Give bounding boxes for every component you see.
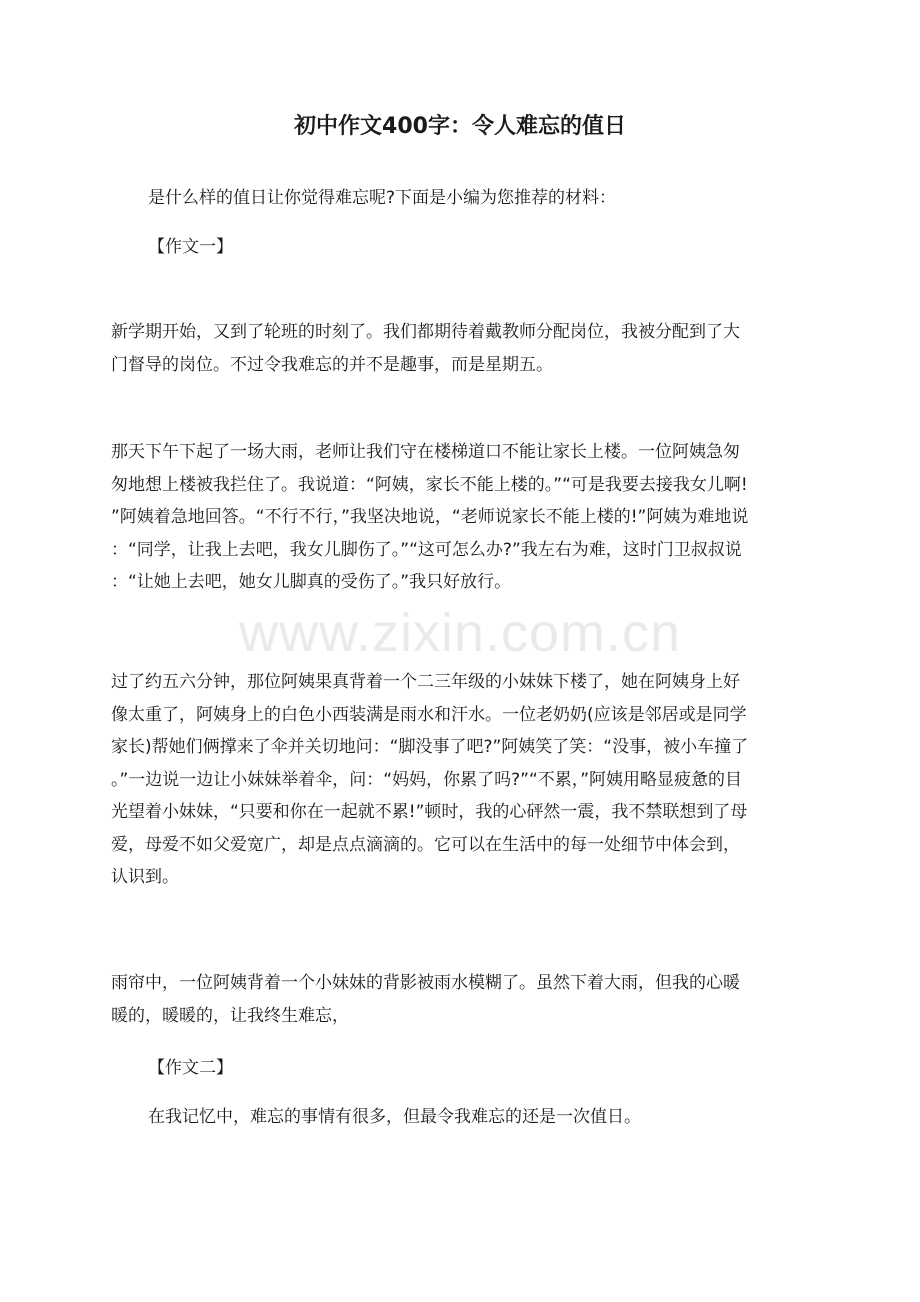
- watermark: www.zixin.com.cn: [238, 603, 682, 663]
- paragraph-1: 新学期开始，又到了轮班的时刻了。我们都期待着戴教师分配岗位，我被分配到了大 门督导的岗位。不过令我难忘的并不是趣事，而是星期五。: [111, 322, 740, 375]
- document-title: 初中作文400字：令人难忘的值日: [294, 114, 626, 139]
- paragraph-3: 过了约五六分钟，那位阿姨果真背着一个二三年级的小妹妹下楼了，她在阿姨身上好 像太重了，阿姨身上的白色小西装满是雨水和汗水。一位老奶奶(应该是邻居或是同学 家长)帮她们俩撑来了伞并关切地问：“脚没事了吧?”阿姨笑了笑：“没事，被小车撞了 。”一边说一边让小妹妹举着伞，问：“妈妈，你累了吗?”“不累，”阿姨用略显疲惫的目 光望着小妹妹，“只要和你在一起就不累!”顿时，我的心砰然一震，我不禁联想到了母 爱，母爱不如父爱宽广，却是点点滴滴的。它可以在生活中的每一处细节中体会到， 认识到。: [111, 672, 749, 887]
- paragraph-4: 雨帘中，一位阿姨背着一个小妹妹的背影被雨水模糊了。虽然下着大雨，但我的心暖 暖的，暖暖的，让我终生难忘，: [111, 973, 740, 1026]
- essay-two-heading: 【作文二】: [148, 1058, 233, 1078]
- intro-paragraph: 是什么样的值日让你觉得难忘呢?下面是小编为您推荐的材料：: [148, 188, 617, 208]
- paragraph-2: 那天下午下起了一场大雨，老师让我们守在楼梯道口不能让家长上楼。一位阿姨急匆 匆地想上楼被我拦住了。我说道：“阿姨，家长不能上楼的。”“可是我要去接我女儿啊! ”阿姨着急地回答。“不行不行，”我坚决地说，“老师说家长不能上楼的!”阿姨为难地说 ：“同学，让我上去吧，我女儿脚伤了。”“这可怎么办?”我左右为难，这时门卫叔叔说 ：“让她上去吧，她女儿脚真的受伤了。”我只好放行。: [111, 442, 749, 592]
- essay-one-heading: 【作文一】: [148, 237, 233, 257]
- paragraph-5: 在我记忆中，难忘的事情有很多，但最令我难忘的还是一次值日。: [148, 1107, 641, 1127]
